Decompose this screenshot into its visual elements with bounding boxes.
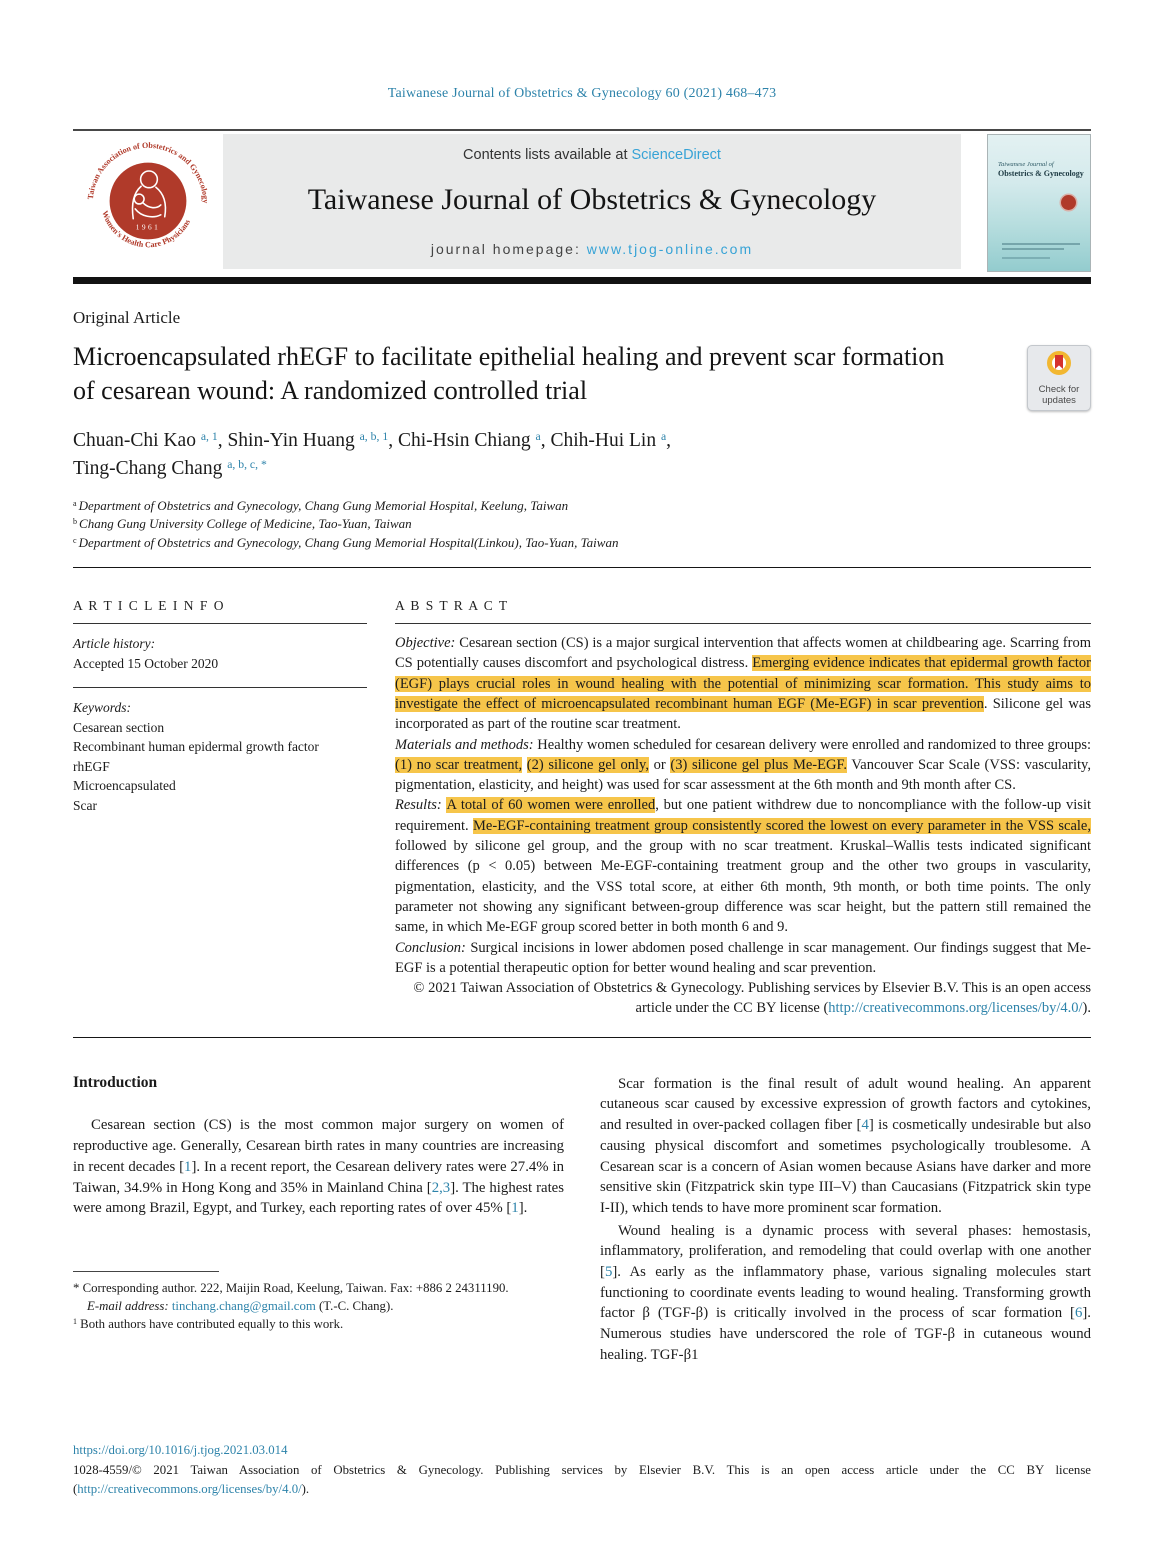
check-for-updates-badge[interactable] [1027,345,1091,411]
citation-ref[interactable]: 5 [604,1264,613,1281]
keywords-label: Keywords: [73,700,131,716]
abstract-body [395,624,1091,1019]
citation-ref[interactable]: 1 [184,1158,192,1175]
keywords-list [73,718,367,816]
keyword: Scar [73,798,97,813]
journal-banner [223,134,961,269]
logo-ring-text-bottom: Women's Health Care Physicians [100,209,193,249]
header-divider [73,567,1091,568]
footnotes-list [73,1279,564,1333]
cover-decor-line [1002,257,1050,259]
article-info-heading: A R T I C L E I N F O [73,598,367,624]
masthead-divider-bar [73,277,1091,284]
logo-year: 1961 [135,222,161,232]
badge-text-line2: updates [1042,394,1076,406]
check-updates-icon [1044,350,1074,380]
contents-line [231,147,953,163]
body-paragraphs [600,1074,1091,1366]
cover-emblem-icon [1061,195,1076,210]
keyword: rhEGF [73,758,110,774]
citation-ref[interactable]: 2,3 [431,1179,451,1196]
keyword: Cesarean section [73,719,165,735]
abstract-divider [73,1037,1091,1038]
abstract-paragraph: Results: A total of 60 women were enrolled, but one patient withdrew due to noncompliance with the follow-up visit requirement. Me-EGF-containing treatment group consistently scored the lowest on every parameter in the VSS scale, followed by silicone gel group, and the group with no scar treatment. Kruskal–Wallis tests indicated significant differences (p < 0.05) between Me-EGF-containing treatment group and the other two groups in vascularity, pigmentation, elasticity, and the VSS total score, at either 6th month, 9th month, or both time points. The only parameter not showing any significant between-group difference was scar height, but the pattern still remained the same, in which Me-EGF group scored better in both month 6 and 9. [395,797,1092,936]
keyword: Recombinant human epidermal growth factor [73,739,319,755]
contents-prefix: Contents lists available at [463,147,632,163]
abstract-column [395,598,1091,1019]
masthead [73,129,1091,275]
body-paragraph: Scar formation is the final result of adult wound healing. An apparent cutaneous scar caused by excessive expression of growth factors and cytokines, and resulted in over-packed collagen fiber [4] is cosmetically undesirable but also causing physical discomfort and sometimes psychologically troublesome. A Cesarean scar is a concern of Asian women because Asians have darker and more sensitive skin (Fitzpatrick skin type III–V) than Caucasians (Fitzpatrick skin type I-II), which tends to have more prominent scar formation. [600,1075,1091,1216]
cover-decor-line [1002,243,1080,245]
society-logo [73,131,223,275]
keywords-block [73,688,367,815]
article-title: Microencapsulated rhEGF to facilitate epithelial healing and prevent scar formation of cesarean wound: A randomized controlled trial [73,342,945,405]
article-history-value: Accepted 15 October 2020 [73,655,219,671]
article-type-label: Original Article [73,308,181,327]
homepage-prefix: journal homepage: [430,241,587,257]
body-paragraph: Cesarean section (CS) is the most common major surgery on women of reproductive age. Generally, Cesarean birth rates in many countries are increasing in recent decades [1]. In a recent report, the Cesarean delivery rates were 27.4% in Taiwan, 34.9% in Hong Kong and 35% in Mainland China [2,3]. The highest rates were among Brazil, Egypt, and Turkey, each reporting rates of over 45% [1]. [73,1117,565,1217]
sciencedirect-link[interactable]: ScienceDirect [631,147,721,163]
text-link[interactable]: http://creativecommons.org/licenses/by/4.0/ [77,1481,302,1496]
text-link[interactable]: http://creativecommons.org/licenses/by/4.0/ [828,1000,1083,1017]
keyword: Microencapsulated [73,778,176,794]
footnote-rule [73,1271,219,1272]
body-left-column [73,1072,564,1368]
abstract-heading: A B S T R A C T [395,598,1091,624]
introduction-heading: Introduction [73,1073,158,1091]
intro-paragraphs [73,1115,564,1219]
affiliation: $^c$ Department of Obstetrics and Gynecology, Chang Gung Memorial Hospital(Linkou), Tao-Yuan, Taiwan [73,535,619,551]
journal-title: Taiwanese Journal of Obstetrics & Gynecology [307,183,877,216]
badge-text-line1: Check for [1038,384,1080,395]
article-info-column [73,598,367,1019]
authors-list [73,427,1091,484]
affiliation: $^b$ Chang Gung University College of Medicine, Tao-Yuan, Taiwan [73,516,412,532]
society-logo-icon [84,138,212,266]
cover-title-line2: Obstetrics & Gynecology [998,169,1084,178]
journal-cover-thumbnail [987,134,1091,272]
article-history-block [73,624,367,688]
page-footer [73,1441,1091,1499]
author-line: Chuan-Chi Kao $^{a, 1}$, Shin-Yin Huang $^{a, b, 1}$, Chi-Hsin Chiang $^a$, Chih-Hui Lin $^a$, [73,429,672,451]
footnote: $^1$ Both authors have contributed equally to this work. [73,1317,344,1332]
abstract-paragraph: Materials and methods: Healthy women scheduled for cesarean delivery were enrolled and randomized to three groups: (1) no scar treatment, (2) silicone gel only, or (3) silicone gel plus Me-EGF. Vancouver Scar Scale (VSS: vascularity, pigmentation, elasticity, and height) was used for scar assessment at the 6th month and 9th month after CS. [395,736,1091,794]
abstract-paragraph: © 2021 Taiwan Association of Obstetrics & Gynecology. Publishing services by Elsevier B.V. This is an open access article under the CC BY license (http://creativecommons.org/licenses/by/4.0/). [413,980,1091,1017]
affiliation: $^a$ Department of Obstetrics and Gynecology, Chang Gung Memorial Hospital, Keelung, Taiwan [73,497,569,513]
abstract-paragraph: Objective: Cesarean section (CS) is a major surgical intervention that affects women at childbearing age. Scarring from CS potentially causes discomfort and psychological distress. Emerging evidence indicates that epidermal growth factor (EGF) plays crucial roles in wound healing with the potential of minimizing scar formation. This study aims to investigate the effect of microencapsulated recombinant human EGF (Me-EGF) in scar prevention. Silicone gel was incorporated as part of the routine scar treatment. [395,635,1091,733]
homepage-link[interactable]: www.tjog-online.com [586,241,754,257]
footnote: * Corresponding author. 222, Maijin Road, Keelung, Taiwan. Fax: +886 2 24311190. [73,1280,509,1295]
footer-copyright: 1028-4559/© 2021 Taiwan Association of Obstetrics & Gynecology. Publishing services by Elsevier B.V. This is an open access article under the CC BY license (http://creativecommons.org/licenses/by/4.0/). [73,1462,1091,1496]
author-line: Ting-Chang Chang $^{a, b, c, *}$ [73,457,267,480]
footnotes-block [73,1271,564,1333]
logo-ring-text-top: Taiwan Association of Obstetrics and Gynecology [85,140,211,204]
doi-link[interactable]: https://doi.org/10.1016/j.tjog.2021.03.014 [73,1443,288,1458]
cover-decor-line [1002,248,1064,250]
affiliations-list [73,497,1091,554]
cover-title-line1: Taiwanese Journal of [998,161,1054,168]
homepage-line [231,241,953,257]
body-right-column [600,1072,1091,1368]
citation-ref[interactable]: 1 [511,1200,519,1217]
abstract-paragraph: Conclusion: Surgical incisions in lower abdomen posed challenge in scar management. Our findings suggest that Me-EGF is a potential therapeutic option for better wound healing and scar prevention. [395,939,1091,976]
citation-ref[interactable]: 6 [1074,1305,1083,1322]
journal-citation-line: Taiwanese Journal of Obstetrics & Gynecology 60 (2021) 468–473 [387,86,777,101]
text-link[interactable]: tinchang.chang@gmail.com [171,1299,316,1314]
footnote: E-mail address: tinchang.chang@gmail.com (T.-C. Chang). [87,1299,394,1314]
body-paragraph: Wound healing is a dynamic process with several phases: hemostasis, inflammatory, proliferation, and remodeling that could overlap with one another [5]. As early as the inflammatory phase, various signaling molecules start functioning to coordinate events leading to wound healing. Transforming growth factor β (TGF-β) is critically involved in the process of scar formation [6]. Numerous studies have underscored the role of TGF-β in cutaneous wound healing. TGF-β1 [600,1222,1091,1363]
article-history-label: Article history: [73,636,156,652]
citation-ref[interactable]: 4 [861,1117,869,1134]
